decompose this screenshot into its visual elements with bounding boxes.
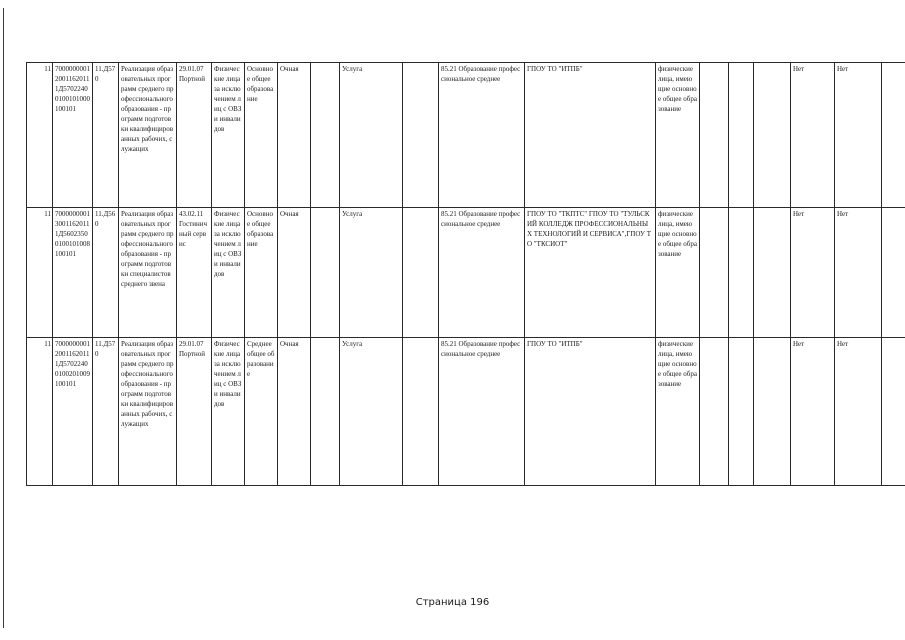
- consumers-cell: физические лица, имеющие основное общее образование: [656, 63, 700, 208]
- flag-cell-2: Нет: [835, 338, 882, 486]
- flag-cell-2: Нет: [835, 208, 882, 338]
- study-form-cell: Очная: [278, 208, 311, 338]
- spec-code-cell: 11.Д570: [93, 63, 119, 208]
- empty-cell: [754, 208, 791, 338]
- spec-code-cell: 11.Д570: [93, 338, 119, 486]
- education-level-cell: Основное общее образование: [245, 208, 278, 338]
- table-row: [27, 208, 905, 338]
- flag-cell-1: Нет: [791, 63, 835, 208]
- empty-cell: [754, 338, 791, 486]
- table-row: [27, 63, 905, 208]
- provider-cell: ГПОУ ТО "ТКПТС" ГПОУ ТО "ТУЛЬСКИЙ КОЛЛЕДЖ ПРОФЕССИОНАЛЬНЫХ ТЕХНОЛОГИЙ И СЕРВИСА",ГПОУ ТО "ТКСИОТ": [525, 208, 656, 338]
- profession-cell: 29.01.07 Портной: [177, 338, 212, 486]
- flag-cell-2: Нет: [835, 63, 882, 208]
- okved-cell: 85.21 Образование профессиональное среднее: [439, 338, 525, 486]
- education-level-cell: Среднее общее образование: [245, 338, 278, 486]
- study-form-cell: Очная: [278, 63, 311, 208]
- services-table: [26, 62, 905, 486]
- flag-cell-1: Нет: [791, 338, 835, 486]
- empty-cell: [700, 63, 729, 208]
- consumer-category-cell: Физические лица за исключением лиц с ОВЗ и инвалидов: [212, 338, 245, 486]
- consumer-category-cell: Физические лица за исключением лиц с ОВЗ и инвалидов: [212, 208, 245, 338]
- study-form-cell: Очная: [278, 338, 311, 486]
- registry-code-cell: 700000000120011620111Д57022400100101000100101: [53, 63, 93, 208]
- empty-cell: [700, 338, 729, 486]
- empty-cell: [882, 63, 905, 208]
- okved-cell: 85.21 Образование профессиональное среднее: [439, 208, 525, 338]
- empty-cell: [311, 338, 340, 486]
- service-type-cell: Услуга: [340, 338, 403, 486]
- flag-cell-1: Нет: [791, 208, 835, 338]
- education-level-cell: Основное общее образование: [245, 63, 278, 208]
- empty-cell: [403, 208, 439, 338]
- empty-cell: [403, 63, 439, 208]
- profession-cell: 43.02.11 Гостиничный сервис: [177, 208, 212, 338]
- registry-code-cell: 700000000130011620111Д56023500100101008100101: [53, 208, 93, 338]
- profession-cell: 29.01.07 Портной: [177, 63, 212, 208]
- provider-cell: ГПОУ ТО "ИТПБ": [525, 338, 656, 486]
- spec-code-cell: 11.Д560: [93, 208, 119, 338]
- empty-cell: [882, 338, 905, 486]
- empty-cell: [729, 208, 754, 338]
- empty-cell: [882, 208, 905, 338]
- service-type-cell: Услуга: [340, 63, 403, 208]
- empty-cell: [729, 338, 754, 486]
- service-name-cell: Реализация образовательных программ среднего профессионального образования - программ подготовки квалифицированных рабочих, служащих: [119, 63, 177, 208]
- empty-cell: [729, 63, 754, 208]
- registry-code-cell: 700000000120011620111Д57022400100201009100101: [53, 338, 93, 486]
- row-number-cell: 11: [27, 338, 53, 486]
- consumers-cell: физические лица, имеющие основное общее образование: [656, 208, 700, 338]
- service-name-cell: Реализация образовательных программ среднего профессионального образования - программ подготовки квалифицированных рабочих, служащих: [119, 338, 177, 486]
- okved-cell: 85.21 Образование профессиональное среднее: [439, 63, 525, 208]
- page-number: Страница 196: [415, 597, 490, 608]
- empty-cell: [700, 208, 729, 338]
- consumers-cell: физические лица, имеющие основное общее образование: [656, 338, 700, 486]
- service-name-cell: Реализация образовательных программ среднего профессионального образования - программ подготовки специалистов среднего звена: [119, 208, 177, 338]
- empty-cell: [754, 63, 791, 208]
- provider-cell: ГПОУ ТО "ИТПБ": [525, 63, 656, 208]
- empty-cell: [403, 338, 439, 486]
- table-row: [27, 338, 905, 486]
- empty-cell: [311, 208, 340, 338]
- empty-cell: [311, 63, 340, 208]
- service-type-cell: Услуга: [340, 208, 403, 338]
- binding-line: [3, 8, 4, 628]
- row-number-cell: 11: [27, 63, 53, 208]
- row-number-cell: 11: [27, 208, 53, 338]
- consumer-category-cell: Физические лица за исключением лиц с ОВЗ и инвалидов: [212, 63, 245, 208]
